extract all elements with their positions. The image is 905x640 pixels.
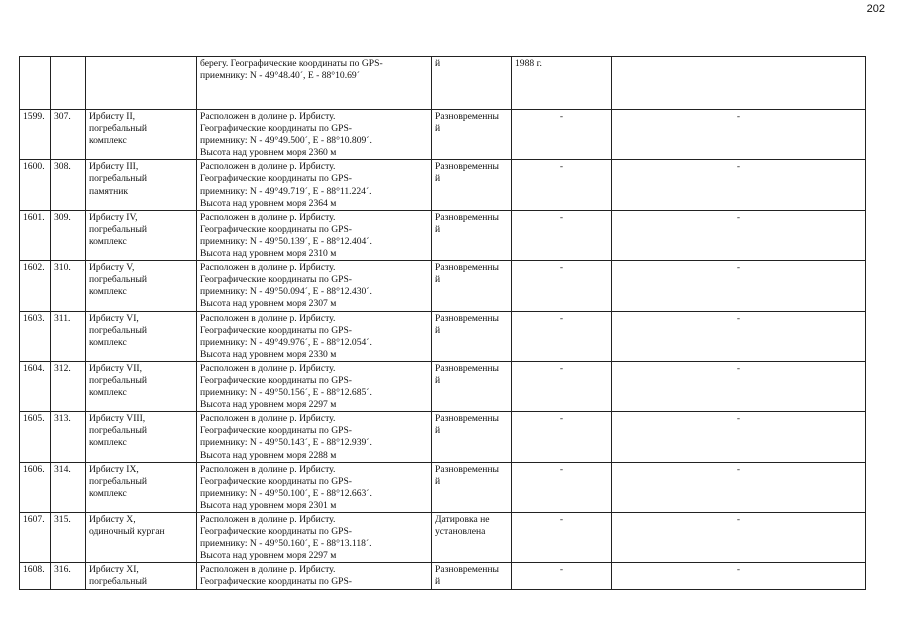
- table-row: [20, 160, 866, 210]
- table-row: [20, 210, 866, 260]
- cell-col7: -: [612, 210, 866, 260]
- cell-col6: -: [512, 110, 612, 160]
- cell-dating: й: [432, 57, 512, 110]
- table-row: [20, 513, 866, 563]
- cell-dating: Разновременны й: [432, 210, 512, 260]
- cell-name: Ирбисту VII, погребальный комплекс: [86, 361, 197, 411]
- cell-col7: -: [612, 513, 866, 563]
- cell-num: 1602.: [20, 261, 51, 311]
- cell-idx: [51, 57, 86, 110]
- cell-name: Ирбисту X, одиночный курган: [86, 513, 197, 563]
- cell-dating: Разновременны й: [432, 412, 512, 462]
- cell-idx: 309.: [51, 210, 86, 260]
- cell-description: Расположен в долине р. Ирбисту. Географические координаты по GPS-: [197, 563, 432, 589]
- cell-col7: -: [612, 110, 866, 160]
- cell-description: Расположен в долине р. Ирбисту. Географические координаты по GPS- приемнику: N - 49°50.094´, E - 88°12.430´. Высота над уровнем моря 2307 м: [197, 261, 432, 311]
- cell-name: Ирбисту V, погребальный комплекс: [86, 261, 197, 311]
- cell-name: Ирбисту VI, погребальный комплекс: [86, 311, 197, 361]
- cell-idx: 311.: [51, 311, 86, 361]
- cell-dating: Разновременны й: [432, 311, 512, 361]
- table-row: [20, 110, 866, 160]
- monuments-registry-table: [19, 56, 866, 590]
- cell-dating: Разновременны й: [432, 563, 512, 589]
- table-row: [20, 412, 866, 462]
- table-row-continuation: [20, 57, 866, 110]
- cell-col6: -: [512, 513, 612, 563]
- cell-idx: 310.: [51, 261, 86, 311]
- cell-col7: -: [612, 160, 866, 210]
- cell-col6: -: [512, 311, 612, 361]
- cell-description: Расположен в долине р. Ирбисту. Географические координаты по GPS- приемнику: N - 49°50.143´, E - 88°12.939´. Высота над уровнем моря 2288 м: [197, 412, 432, 462]
- cell-col6: -: [512, 261, 612, 311]
- cell-num: 1601.: [20, 210, 51, 260]
- cell-num: 1600.: [20, 160, 51, 210]
- cell-description: берегу. Географические координаты по GPS- приемнику: N - 49°48.40´, E - 88°10.69´: [197, 57, 432, 110]
- cell-col6: -: [512, 412, 612, 462]
- cell-num: 1605.: [20, 412, 51, 462]
- cell-dating: Разновременны й: [432, 261, 512, 311]
- cell-description: Расположен в долине р. Ирбисту. Географические координаты по GPS- приемнику: N - 49°50.100´, E - 88°12.663´. Высота над уровнем моря 2301 м: [197, 462, 432, 512]
- cell-idx: 315.: [51, 513, 86, 563]
- table-row: [20, 462, 866, 512]
- table-row: [20, 261, 866, 311]
- cell-name: [86, 57, 197, 110]
- cell-idx: 307.: [51, 110, 86, 160]
- cell-col6: -: [512, 210, 612, 260]
- cell-description: Расположен в долине р. Ирбисту. Географические координаты по GPS- приемнику: N - 49°49.500´, E - 88°10.809´. Высота над уровнем моря 2360 м: [197, 110, 432, 160]
- cell-num: 1599.: [20, 110, 51, 160]
- table-row: [20, 563, 866, 589]
- cell-idx: 313.: [51, 412, 86, 462]
- cell-dating: Разновременны й: [432, 160, 512, 210]
- cell-col7: -: [612, 412, 866, 462]
- cell-num: 1603.: [20, 311, 51, 361]
- cell-num: 1604.: [20, 361, 51, 411]
- table-row: [20, 361, 866, 411]
- cell-col6: -: [512, 462, 612, 512]
- cell-col7: -: [612, 563, 866, 589]
- cell-col6: -: [512, 563, 612, 589]
- cell-name: Ирбисту XI, погребальный: [86, 563, 197, 589]
- cell-name: Ирбисту VIII, погребальный комплекс: [86, 412, 197, 462]
- cell-dating: Разновременны й: [432, 110, 512, 160]
- cell-description: Расположен в долине р. Ирбисту. Географические координаты по GPS- приемнику: N - 49°50.139´, E - 88°12.404´. Высота над уровнем моря 2310 м: [197, 210, 432, 260]
- cell-name: Ирбисту II, погребальный комплекс: [86, 110, 197, 160]
- cell-num: [20, 57, 51, 110]
- cell-col7: -: [612, 311, 866, 361]
- cell-description: Расположен в долине р. Ирбисту. Географические координаты по GPS- приемнику: N - 49°50.156´, E - 88°12.685´. Высота над уровнем моря 2297 м: [197, 361, 432, 411]
- cell-date: 1988 г.: [512, 57, 612, 110]
- cell-col7: [612, 57, 866, 110]
- cell-description: Расположен в долине р. Ирбисту. Географические координаты по GPS- приемнику: N - 49°49.719´, E - 88°11.224´. Высота над уровнем моря 2364 м: [197, 160, 432, 210]
- cell-num: 1606.: [20, 462, 51, 512]
- cell-col7: -: [612, 361, 866, 411]
- cell-col6: -: [512, 361, 612, 411]
- table-body: [20, 57, 866, 590]
- cell-num: 1608.: [20, 563, 51, 589]
- cell-dating: Разновременны й: [432, 361, 512, 411]
- cell-idx: 312.: [51, 361, 86, 411]
- cell-name: Ирбисту III, погребальный памятник: [86, 160, 197, 210]
- cell-dating: Датировка не установлена: [432, 513, 512, 563]
- cell-description: Расположен в долине р. Ирбисту. Географические координаты по GPS- приемнику: N - 49°50.160´, E - 88°13.118´. Высота над уровнем моря 2297 м: [197, 513, 432, 563]
- cell-name: Ирбисту IX, погребальный комплекс: [86, 462, 197, 512]
- cell-dating: Разновременны й: [432, 462, 512, 512]
- cell-idx: 314.: [51, 462, 86, 512]
- cell-col7: -: [612, 462, 866, 512]
- page-number: 202: [866, 3, 885, 15]
- cell-col7: -: [612, 261, 866, 311]
- cell-col6: -: [512, 160, 612, 210]
- table-row: [20, 311, 866, 361]
- cell-description: Расположен в долине р. Ирбисту. Географические координаты по GPS- приемнику: N - 49°49.976´, E - 88°12.054´. Высота над уровнем моря 2330 м: [197, 311, 432, 361]
- cell-name: Ирбисту IV, погребальный комплекс: [86, 210, 197, 260]
- cell-idx: 316.: [51, 563, 86, 589]
- cell-num: 1607.: [20, 513, 51, 563]
- cell-idx: 308.: [51, 160, 86, 210]
